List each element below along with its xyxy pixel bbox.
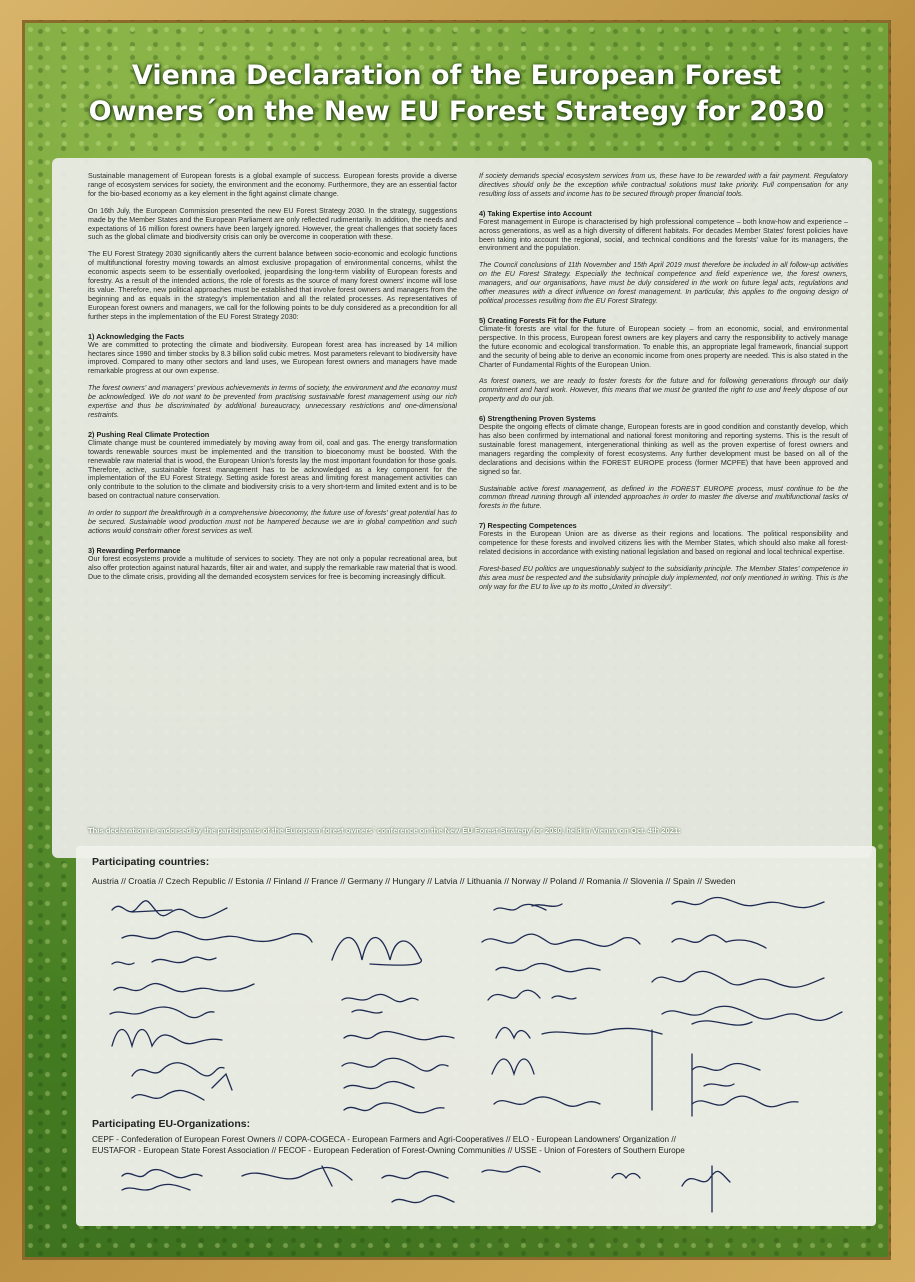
section-heading-1: 1) Acknowledging the Facts	[88, 331, 185, 341]
section-4-text: Forest management in Europe is characterised by high professional competence – both know-how and experience – across generations, as well as a high diversity of different habitats. For decades Member States' forest policies have been taking into account the regional, social, and technical conditions and the forests' value for its managers, the environment and the population.	[479, 217, 848, 253]
title-line-1: Vienna Declaration of the European Forest	[131, 60, 782, 91]
signature-panel	[76, 846, 876, 1226]
handwritten-signatures-image	[92, 890, 860, 1118]
section-heading-2: 2) Pushing Real Climate Protection	[88, 429, 210, 439]
intro-paragraph-3: The EU Forest Strategy 2030 significantly alters the current balance between socio-economic and ecologic functions of multifunctional forestry moving towards an almost exclusive propagation of environmental concerns, whilst the economic aspects seem to be essentially overlooked, jeopardising the long-term viability of European forests and forestry. As a result of the intended actions, the role of forests as the source of many forest owners' income will lose its value. Therefore, new political approaches must be established that involve forest owners and managers from the beginning and as equals in the strategy's implementation and all the related processes. As representatives of European forest owners and managers, we call for the following points to be duly considered as a precondition for all further steps in the implementation of the EU Forest Strategy 2030:	[88, 250, 457, 321]
intro-paragraph-2: On 16th July, the European Commission presented the new EU Forest Strategy 2030. In the strategy, suggestions made by the Member States and the European Parliament are only reflected rudimentarily. In addition, the needs and expectations of 16 million forest owners have been largely ignored. However, the great challenges that society faces such as the global climate and biodiversity crisis can only be overcome in cooperation with these.	[88, 206, 457, 242]
orgs-line-1: CEPF - Confederation of European Forest Owners // COPA-COGECA - European Farmers and Agri-Cooperatives // ELO - European Landowners' Organization //	[92, 1135, 676, 1144]
section-3-italic: If society demands special ecosystem services from us, these have to be rewarded with a fair payment. Regulatory directives should only be the exception while contractual solutions must take priority. Full compensation for any resulting loss of assets and income has to be secured through proper financial tools.	[479, 172, 848, 198]
section-7-italic: Forest-based EU politics are unquestionably subject to the subsidiarity principle. The Member States' competence in this area must be respected and the subsidiarity principle duly implemented, not only mentioned in writing. This is the only way for the EU to live up to its motto „United in diversity“.	[479, 565, 848, 591]
right-text-column	[479, 172, 848, 848]
section-5-text: Climate-fit forests are vital for the future of European society – from an economic, social, and environmental perspective. In this process, European forest owners are key players and carry the responsibility to actively manage the future economic and ecological transformation. To enable this, an appropriate legal framework, financial support and the security of being able to derive an economic income from ones property are needed. This is also stated in the Charter of Fundamental Rights of the European Union.	[479, 324, 848, 369]
organization-signatures	[92, 1156, 860, 1214]
orgs-list	[92, 1134, 860, 1156]
declaration-text-panel	[52, 158, 872, 858]
section-4-italic: The Council conclusions of 11th November and 15th April 2019 must therefore be included in all follow-up activities on the EU Forest Strategy. Especially the technical competence and field experience we, the forest owners, managers, and our organisations, have must be duly considered in the work on future legal acts, regulations and other measures with a direct influence on forest management. In particular, this applies to the ongoing design of political processes resulting from the EU Forest Strategy.	[479, 261, 848, 305]
section-heading-7: 7) Respecting Competences	[479, 521, 577, 531]
handwritten-org-signatures-image	[92, 1156, 860, 1214]
poster	[22, 20, 891, 1260]
section-heading-3: 3) Rewarding Performance	[88, 545, 181, 555]
title-line-2: Owners´on the New EU Forest Strategy for 2030	[88, 96, 825, 127]
section-heading-6: 6) Strengthening Proven Systems	[479, 414, 596, 424]
section-heading-5: 5) Creating Forests Fit for the Future	[479, 315, 606, 325]
section-2-text: Climate change must be countered immediately by moving away from oil, coal and gas. The energy transformation towards renewable sources must be implemented and the transition to bioeconomy must be boosted. With the renewable raw material that is wood, the European Union's forests lay the most important foundation for those goals. Therefore, active, sustainable forest management has to be acknowledged as a key component for the implementation of the EU Forest Strategy. Setting aside forest areas and limiting forest management activities can only contribute to the solution to the climate and biodiversity crisis to a very short-term and limited extent and is to be based on contractual nature conservation.	[88, 438, 457, 501]
section-1-text: We are committed to protecting the climate and biodiversity. European forest area has increased by 14 million hectares since 1990 and timber stocks by 8.3 billion solid cubic metres. Most parameters relevant to biodiversity have improved. Compared to many other sectors and land uses, we European forest owners and managers have made remarkable progress at our own expense.	[88, 340, 457, 376]
section-heading-4: 4) Taking Expertise into Account	[479, 208, 592, 218]
page-title	[22, 58, 891, 130]
section-3-text: Our forest ecosystems provide a multitude of services to society. They are not only a popular recreational area, but also offer protection against natural hazards, filter air and water, and supply the remarkable raw material that is wood. Due to the climate crisis, providing all the demanded ecosystem services for free is becoming increasingly difficult.	[88, 554, 457, 581]
section-1-italic: The forest owners' and managers' previous achievements in terms of society, the environment and the economy must be acknowledged. We do not want to be prevented from practising sustainable forest management using our rich expertise and thus be discriminated by additional bureaucracy, unnecessary restrictions and one-dimensional restraints.	[88, 384, 457, 419]
orgs-line-2: EUSTAFOR - European State Forest Association // FECOF - European Federation of Forest-Owning Communities // USSE - Union of Foresters of Southern Europe	[92, 1146, 685, 1155]
intro-paragraph-1: Sustainable management of European forests is a global example of success. European forests provide a diverse range of ecosystem services for society, the environment and the economy. Furthermore, they are an essential factor for the bio-based economy as a key element in the fight against climate change.	[88, 172, 457, 198]
endorsement-statement: This declaration is endorsed by the participants of the European forest owners´ conference on the New EU Forest Strategy for 2030, held in Vienna on Oct. 4th 2021:	[88, 826, 681, 835]
countries-list: Austria // Croatia // Czech Republic // Estonia // Finland // France // Germany // Hungary // Latvia // Lithuania // Norway // Poland // Romania // Slovenia // Spain // Sweden	[92, 876, 736, 886]
orgs-heading: Participating EU-Organizations:	[92, 1118, 251, 1130]
countries-heading: Participating countries:	[92, 856, 210, 868]
section-6-italic: Sustainable active forest management, as defined in the FOREST EUROPE process, must continue to be the common thread running through all intended approaches in order to master the diverse and multifunctional tasks of forests in the future.	[479, 484, 848, 511]
section-5-italic: As forest owners, we are ready to foster forests for the future and for following generations through our daily commitment and hard work. However, this means that we must be granted the right to use and freely dispose of our property and do our job.	[479, 377, 848, 404]
country-signatures	[92, 890, 860, 1118]
section-7-text: Forests in the European Union are as diverse as their regions and locations. The political responsibility and competence for these forests and involved citizens lies with the Member States, which should also make all forest-related decisions in accordance with existing national legislation and based on regional and local technical expertise.	[479, 530, 848, 557]
section-2-italic: In order to support the breakthrough in a comprehensive bioeconomy, the future use of forests' great potential has to be secured. Sustainable wood production must not be hampered because we are in global competition and such actions would constrain other forest services as well.	[88, 509, 457, 535]
left-text-column	[88, 172, 457, 848]
section-6-text: Despite the ongoing effects of climate change, European forests are in good condition and constantly develop, which has also been confirmed by international and national forest monitoring and reporting systems. This is the result of sustainable forest management, intergenerational thinking as well as the proven expertise of forest owners and managers regarding the complexity of forest ecosystems. Any further development must be based on all of the declarations and decisions within the FOREST EUROPE process (former MCPFE) that have been approved and signed so far.	[479, 423, 848, 476]
